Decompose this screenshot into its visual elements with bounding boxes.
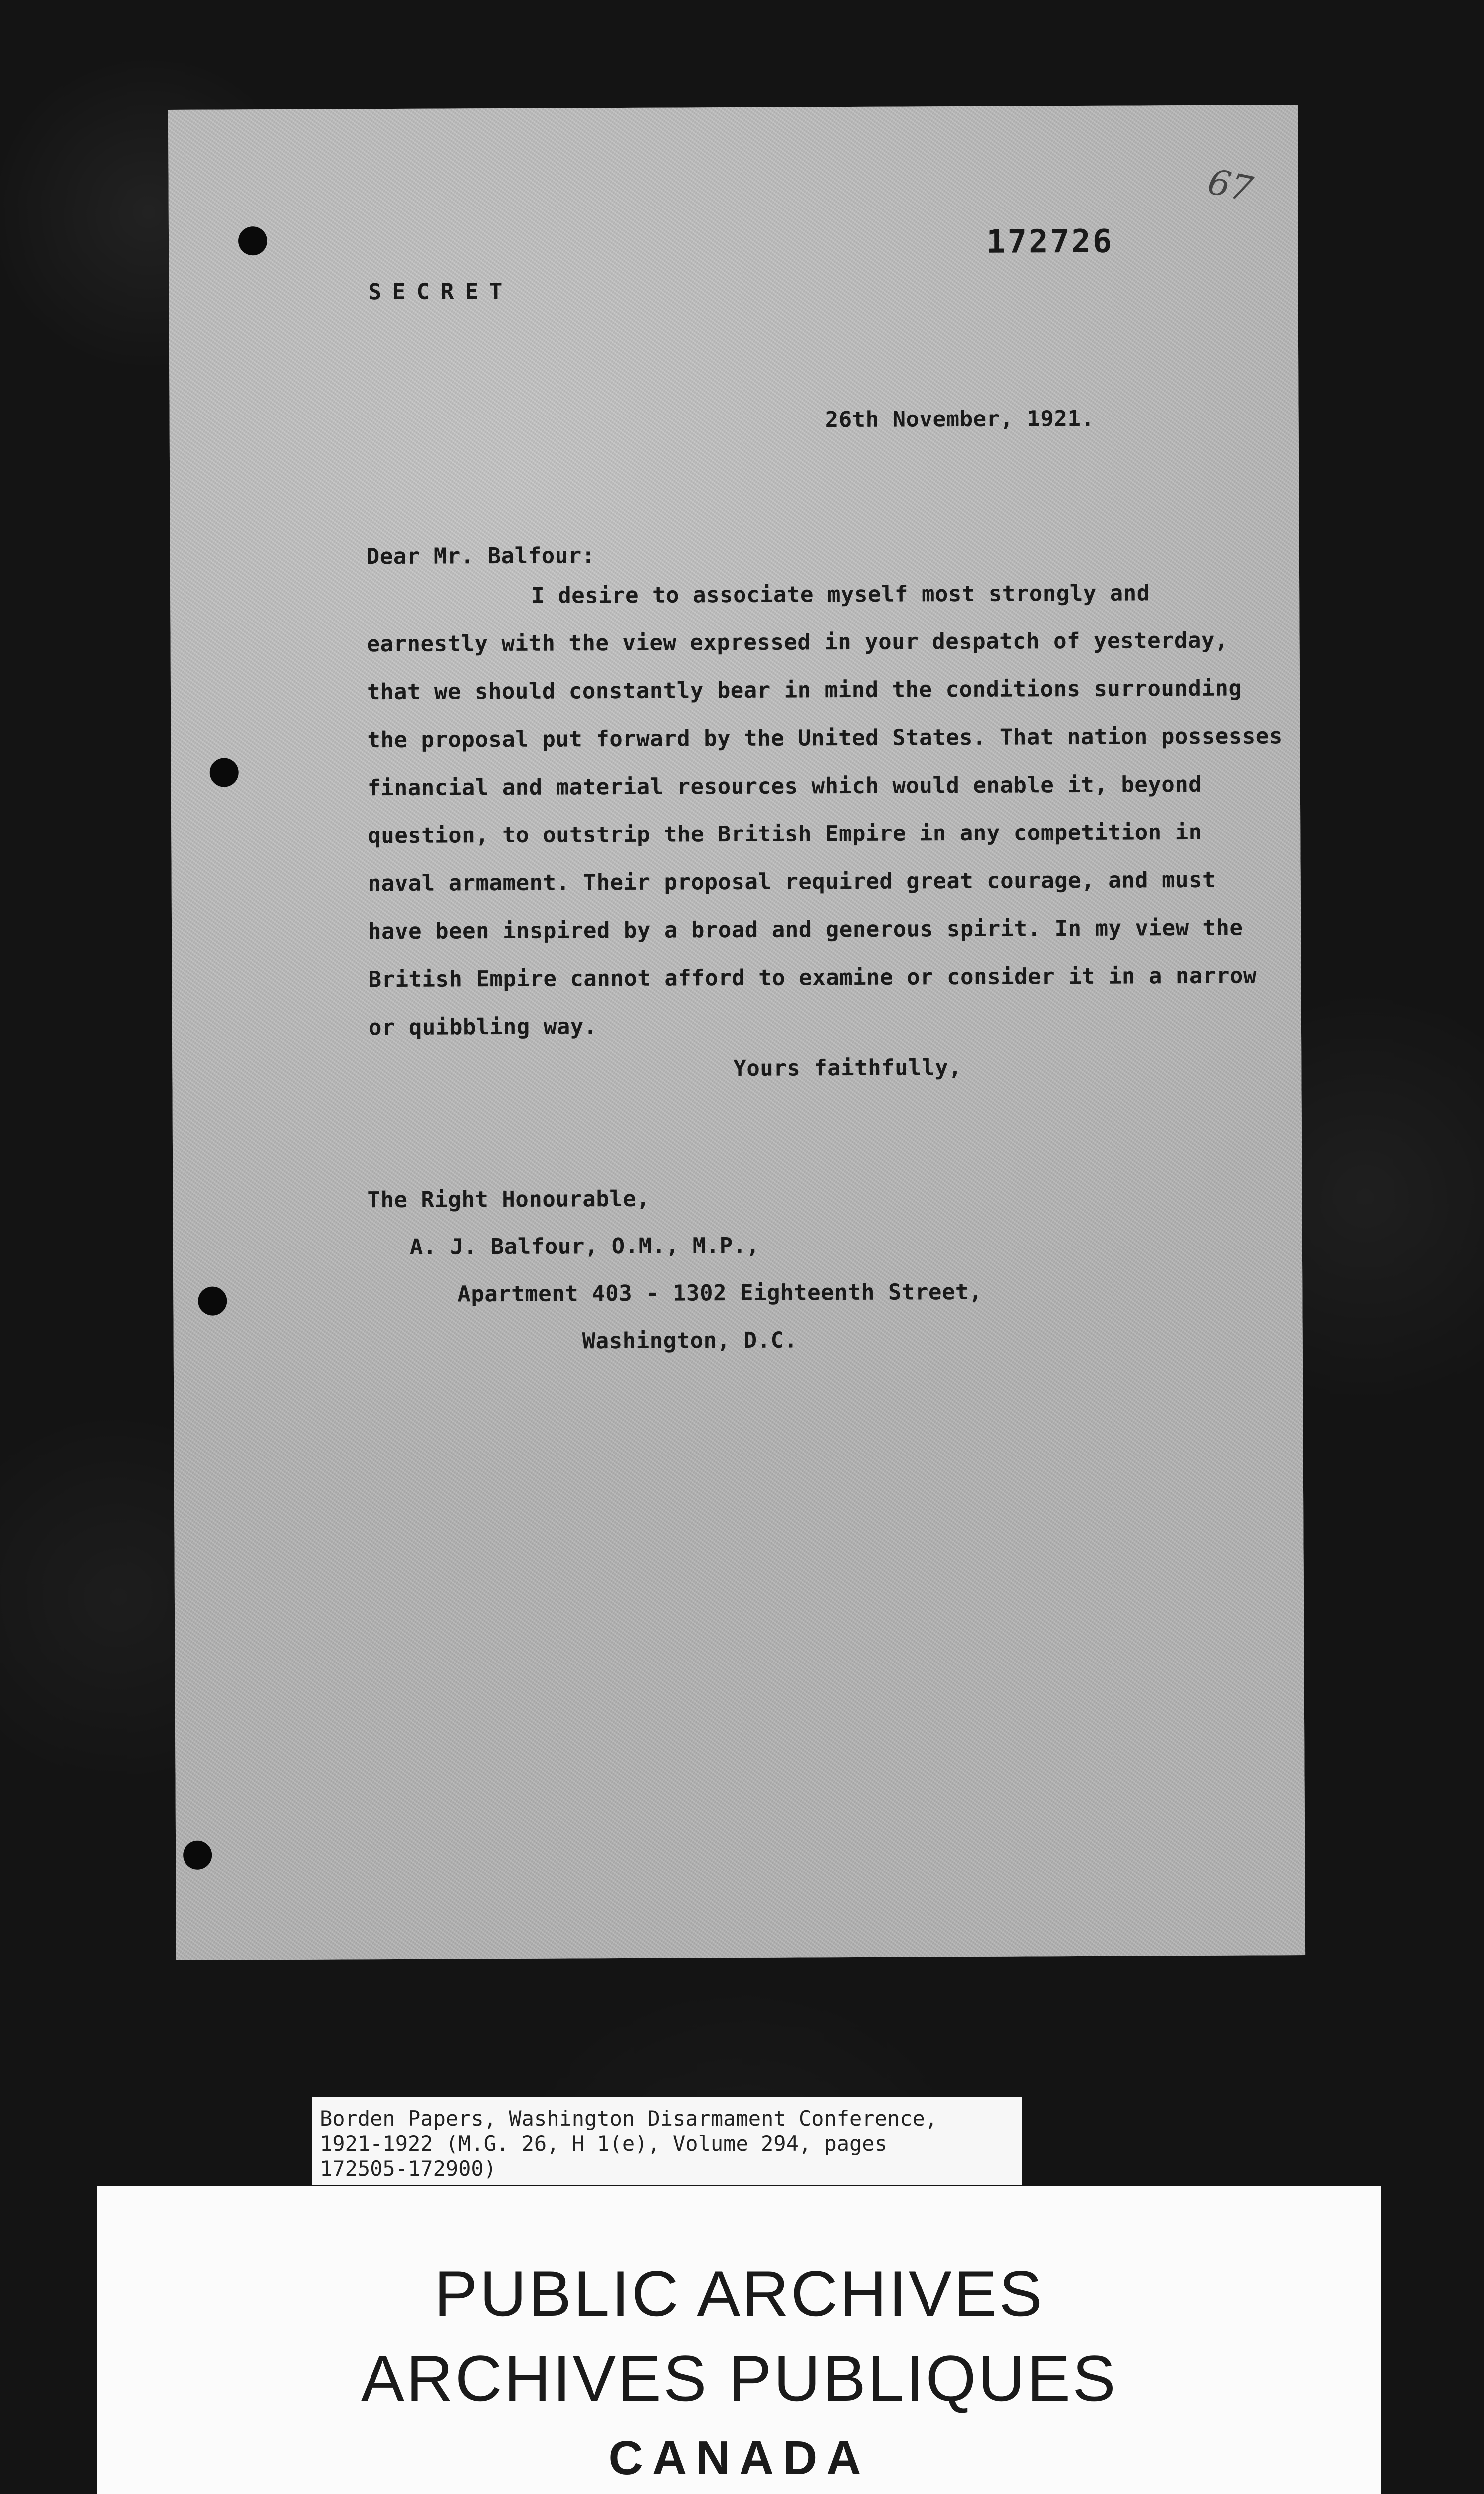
reference-line: 172505-172900) — [320, 2156, 497, 2181]
address-line: A. J. Balfour, O.M., M.P., — [409, 1233, 760, 1260]
closing: Yours faithfully, — [733, 1055, 962, 1082]
document-number: 172726 — [986, 223, 1114, 261]
classification-heading: SECRET — [368, 278, 514, 305]
salutation: Dear Mr. Balfour: — [366, 543, 595, 570]
body-line: naval armament. Their proposal required great courage, and must — [368, 867, 1216, 897]
body-line: question, to outstrip the British Empire in any competition in — [368, 819, 1202, 849]
body-line: earnestly with the view expressed in your despatch of yesterday, — [367, 627, 1229, 657]
letter-body — [367, 569, 1283, 1051]
address-line: Washington, D.C. — [582, 1327, 798, 1354]
archive-reference-tag — [312, 2097, 1022, 2185]
body-line: have been inspired by a broad and generous spirit. In my view the — [368, 915, 1243, 945]
label-line-country: CANADA — [608, 2431, 870, 2485]
letter-page — [168, 105, 1305, 1960]
body-line: financial and material resources which would enable it, beyond — [367, 771, 1202, 801]
pencil-page-number: 67 — [1204, 161, 1257, 210]
punch-hole — [238, 226, 267, 255]
archives-label — [97, 2186, 1381, 2494]
reference-line: 1921-1922 (M.G. 26, H 1(e), Volume 294, pages — [320, 2131, 887, 2156]
punch-hole — [198, 1286, 227, 1315]
body-line: I desire to associate myself most strongly and — [531, 580, 1150, 609]
body-line: or quibbling way. — [368, 1014, 597, 1040]
punch-hole — [183, 1841, 212, 1870]
reference-line: Borden Papers, Washington Disarmament Conference, — [320, 2106, 938, 2131]
punch-hole — [210, 758, 239, 787]
body-line: that we should constantly bear in mind the conditions surrounding — [367, 675, 1242, 705]
label-line-french: ARCHIVES PUBLIQUES — [361, 2342, 1117, 2415]
label-line-english: PUBLIC ARCHIVES — [434, 2257, 1045, 2330]
body-line: the proposal put forward by the United States. That nation possesses — [367, 723, 1283, 753]
body-line: British Empire cannot afford to examine or consider it in a narrow — [368, 963, 1257, 993]
address-line: The Right Honourable, — [367, 1186, 650, 1213]
address-line: Apartment 403 - 1302 Eighteenth Street, — [457, 1279, 983, 1307]
letter-date: 26th November, 1921. — [825, 406, 1095, 433]
